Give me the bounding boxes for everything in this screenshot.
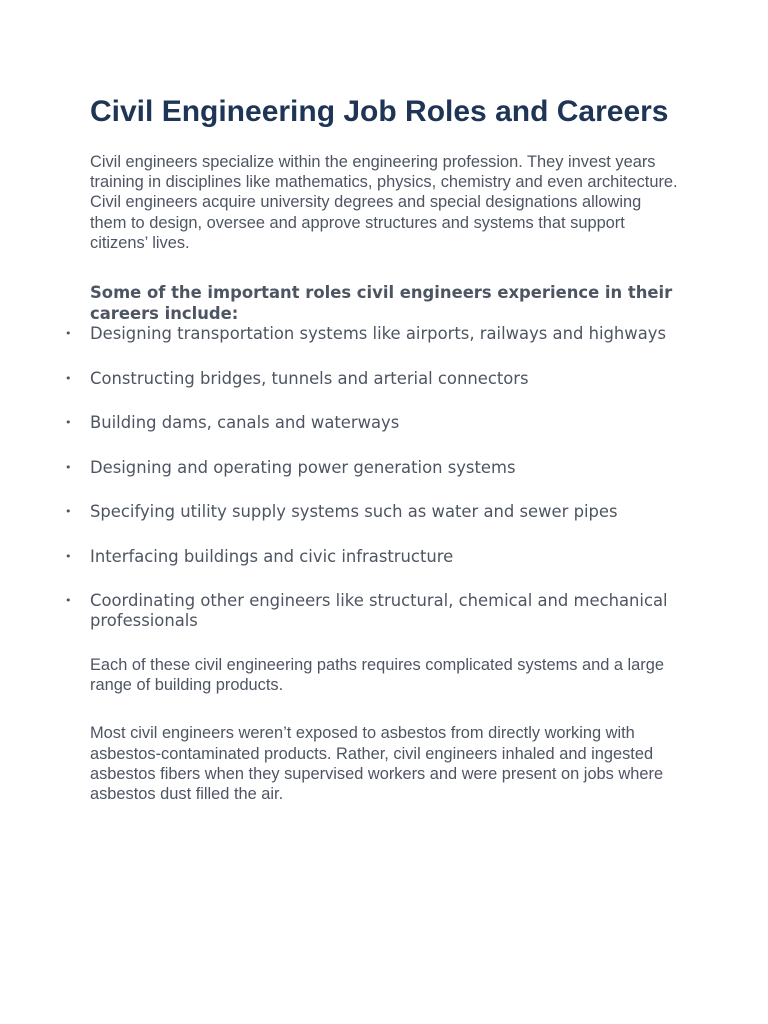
bullet-icon: • [65, 505, 72, 519]
roles-heading: Some of the important roles civil engineers experience in their careers include: [90, 283, 673, 323]
bullet-icon: • [65, 549, 72, 563]
list-item-text: Coordinating other engineers like structural, chemical and mechanical professionals [90, 591, 668, 631]
list-item [65, 413, 682, 433]
list-item [65, 368, 682, 389]
list-item [65, 546, 682, 567]
intro-paragraph: Civil engineers specialize within the engineering profession. They invest years training in disciplines like mathematics, physics, chemistry and even architecture. Civil engineers acquire university degrees and special designations allowing them to design, oversee and approve structures and systems that support citizens’ lives. [90, 153, 678, 252]
list-item-text: Designing and operating power generation systems [90, 457, 516, 477]
bullet-icon: • [65, 327, 72, 341]
bullet-icon: • [65, 416, 72, 430]
list-item [65, 457, 682, 478]
list-item-text: Interfacing buildings and civic infrastructure [90, 546, 454, 566]
page-title: Civil Engineering Job Roles and Careers [90, 95, 669, 128]
list-item [65, 502, 682, 522]
asbestos-paragraph: Most civil engineers weren’t exposed to asbestos from directly working with asbestos-contaminated products. Rather, civil engineers inhaled and ingested asbestos fibers when they supervised workers and were present on jobs where asbestos dust filled the air. [90, 724, 664, 804]
list-item-text: Building dams, canals and waterways [90, 413, 400, 433]
bullet-icon: • [65, 371, 72, 385]
document-page [65, 92, 690, 804]
bullet-icon: • [65, 460, 72, 474]
list-item-text: Constructing bridges, tunnels and arterial connectors [90, 368, 529, 388]
roles-list [65, 324, 682, 631]
list-item-text: Designing transportation systems like airports, railways and highways [90, 324, 667, 344]
list-item [65, 324, 682, 344]
list-item-text: Specifying utility supply systems such as water and sewer pipes [90, 502, 618, 522]
paths-paragraph: Each of these civil engineering paths requires complicated systems and a large range of building products. [90, 656, 664, 695]
bullet-icon: • [65, 594, 72, 608]
list-item [65, 591, 682, 631]
